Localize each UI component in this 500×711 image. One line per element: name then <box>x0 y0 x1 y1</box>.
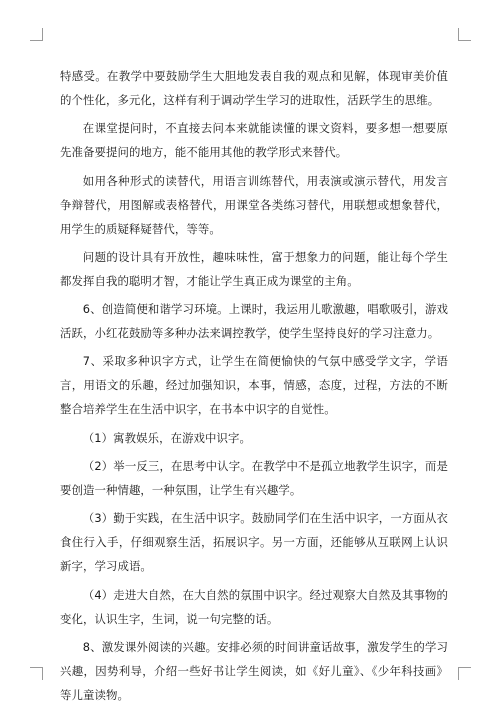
paragraph: 在课堂提问时，不直接去问本来就能读懂的课文资料，要多想一想要原先准备要提问的地方，能不能用其他的教学形式来替代。 <box>60 121 448 160</box>
paragraph: 如用各种形式的读替代，用语言训练替代，用表演或演示替代，用发言争辩替代，用图解或表格替代，用课堂各类练习替代，用联想或想象替代，用学生的质疑释疑替代，等等。 <box>60 173 448 236</box>
corner-mark-top-left <box>30 28 43 41</box>
corner-mark-bottom-left <box>30 667 43 680</box>
paragraph: 问题的设计具有开放性，趣味味性，富于想象力的问题，能让每个学生都发挥自我的聪明才智，才能让学生真正成为课堂的主角。 <box>60 249 448 288</box>
paragraph: 6、创造简便和谐学习环境。上课时，我运用儿歌激趣，唱歌吸引，游戏活跃，小红花鼓励等多种办法来调控教学，使学生坚持良好的学习注意力。 <box>60 302 448 341</box>
corner-mark-top-right <box>458 28 471 41</box>
page-body <box>60 64 448 711</box>
paragraph: 特感受。在教学中要鼓励学生大胆地发表自我的观点和见解，体现审美价值的个性化，多元化，这样有利于调动学生学习的进取性，活跃学生的思维。 <box>60 69 448 107</box>
paragraph: 8、激发课外阅读的兴趣。安排必须的时间讲童话故事，激发学生的学习兴趣，因势利导，介绍一些好书让学生阅读，如《好儿童》、《少年科技画》等儿童读物。 <box>60 639 448 702</box>
paragraph: 7、采取多种识字方式，让学生在简便愉快的气氛中感受学文字，学语言，用语文的乐趣，经过加强知识，本事，情感，态度，过程，方法的不断整合培养学生在生活中识字，在书本中识字的自觉性。 <box>60 354 448 417</box>
paragraph: （4）走进大自然，在大自然的氛围中识字。经过观察大自然及其事物的变化，认识生字，生词，说一句完整的话。 <box>60 587 448 626</box>
corner-mark-bottom-right <box>458 667 471 680</box>
paragraph: （2）举一反三，在思考中认字。在教学中不是孤立地教学生识字，而是要创造一种情趣，一种氛围，让学生有兴趣学。 <box>60 459 448 498</box>
paragraph: （1）寓教娱乐，在游戏中识字。 <box>82 430 252 445</box>
paragraph: （3）勤于实践，在生活中识字。鼓励同学们在生活中识字，一方面从衣食住行入手，仔细观察生活，拓展识字。另一方面，还能够从互联网上认识新字，学习成语。 <box>60 511 448 574</box>
